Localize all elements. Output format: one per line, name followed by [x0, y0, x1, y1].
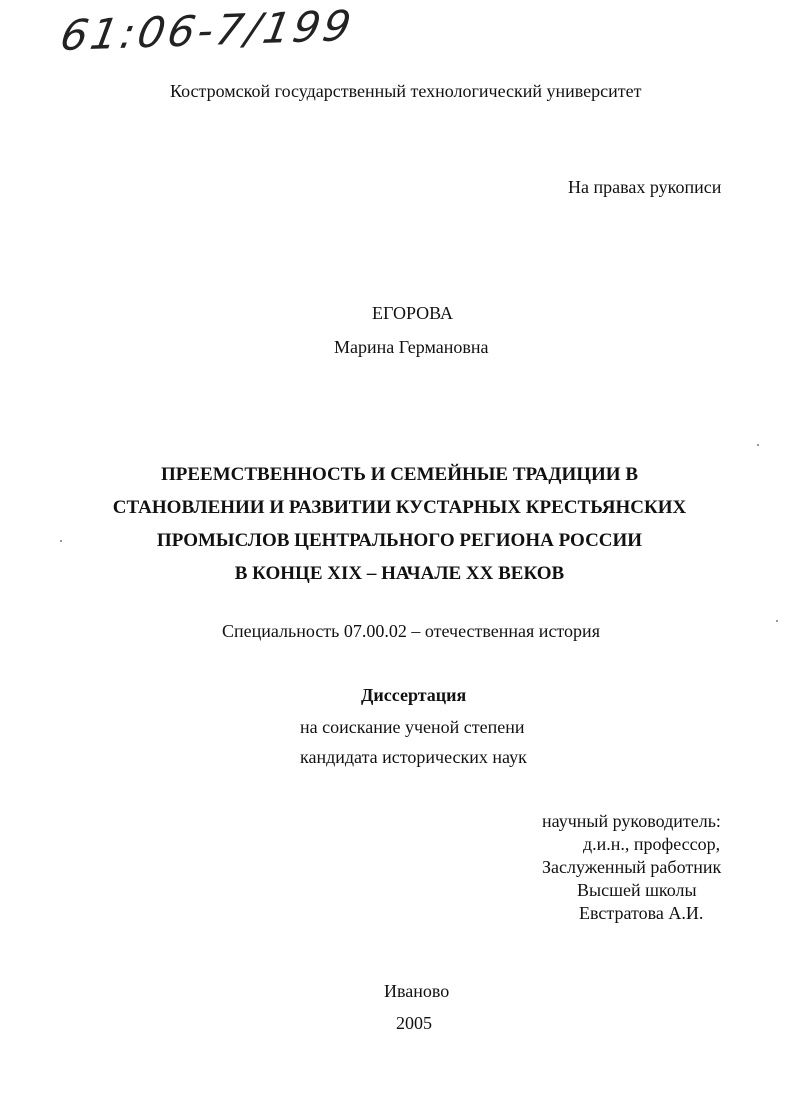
- title-line: В КОНЦЕ XIX – НАЧАЛЕ XX ВЕКОВ: [234, 563, 565, 584]
- degree-line-2: кандидата исторических наук: [300, 747, 527, 767]
- city: Иваново: [384, 981, 450, 1001]
- title-line: СТАНОВЛЕНИИ И РАЗВИТИИ КУСТАРНЫХ КРЕСТЬЯНСКИХ: [112, 497, 687, 518]
- year: 2005: [396, 1013, 432, 1033]
- advisor-line: Высшей школы: [577, 880, 697, 900]
- advisor-line: Евстратова А.И.: [579, 903, 704, 923]
- author-given-names: Марина Германовна: [334, 337, 489, 357]
- archive-code-handwritten: 61:06-7/199: [56, 0, 358, 61]
- scan-speck: [60, 540, 62, 542]
- dissertation-heading: Диссертация: [361, 685, 467, 705]
- manuscript-rights-note: На правах рукописи: [568, 177, 722, 197]
- scan-speck: [776, 620, 778, 622]
- title-line: ПРЕЕМСТВЕННОСТЬ И СЕМЕЙНЫЕ ТРАДИЦИИ В: [160, 464, 639, 485]
- university-name: Костромской государственный технологический университет: [170, 81, 642, 101]
- title-line: ПРОМЫСЛОВ ЦЕНТРАЛЬНОГО РЕГИОНА РОССИИ: [156, 530, 643, 551]
- advisor-line: д.и.н., профессор,: [583, 834, 721, 854]
- degree-line-1: на соискание ученой степени: [300, 717, 525, 737]
- advisor-line: научный руководитель:: [542, 811, 721, 831]
- scan-speck: [757, 444, 759, 446]
- advisor-block: [540, 810, 721, 925]
- dissertation-title: [0, 458, 799, 590]
- advisor-line: Заслуженный работник: [542, 857, 722, 877]
- author-surname: ЕГОРОВА: [372, 303, 454, 323]
- specialty-line: Специальность 07.00.02 – отечественная история: [222, 621, 600, 641]
